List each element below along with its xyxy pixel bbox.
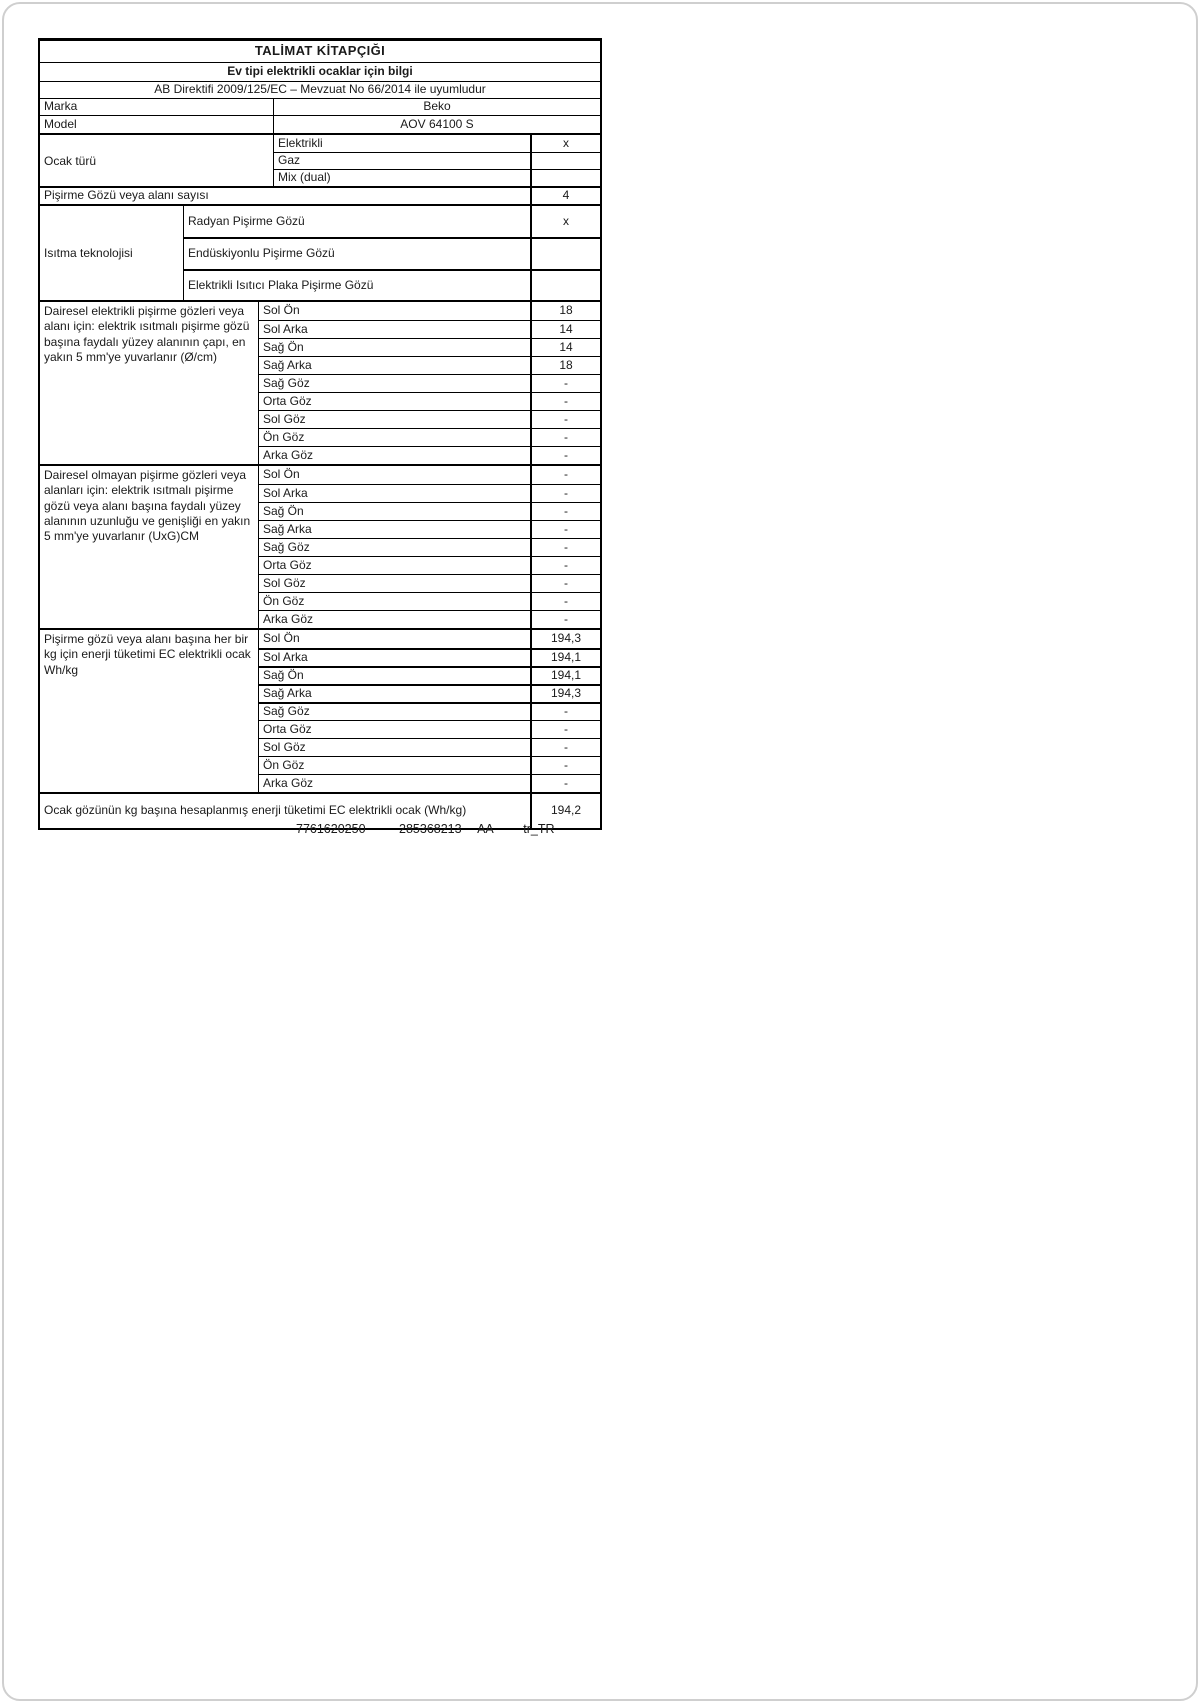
zone-row xyxy=(259,630,600,648)
brand-label: Marka xyxy=(40,99,274,115)
zone-value: - xyxy=(530,775,600,792)
heating-tech-option-label: Elektrikli Isıtıcı Plaka Pişirme Gözü xyxy=(188,277,374,292)
zone-value: - xyxy=(530,447,600,464)
zone-row xyxy=(259,484,600,502)
zone-row xyxy=(259,774,600,792)
zone-label: Arka Göz xyxy=(263,775,314,790)
hob-type-option-label: Elektrikli xyxy=(278,135,323,150)
zone-value: 14 xyxy=(530,339,600,356)
zone-row xyxy=(259,666,600,684)
zone-value: 18 xyxy=(530,357,600,374)
heating-tech-row xyxy=(184,269,600,300)
zone-row xyxy=(259,410,600,428)
zone-value: 14 xyxy=(530,321,600,338)
zone-label: Sağ Arka xyxy=(263,357,312,372)
zone-label: Orta Göz xyxy=(263,557,312,572)
zone-label: Sağ Ön xyxy=(263,503,304,518)
zone-value: - xyxy=(530,739,600,756)
hob-type-row xyxy=(274,135,600,152)
footer-codes xyxy=(296,822,555,836)
zone-label: Sol Göz xyxy=(263,575,306,590)
zone-value: - xyxy=(530,757,600,774)
hob-type-option-mark: x xyxy=(530,135,600,152)
zone-row xyxy=(259,538,600,556)
zone-label: Sağ Arka xyxy=(263,521,312,536)
zone-value: - xyxy=(530,539,600,556)
zone-value: - xyxy=(530,485,600,502)
heating-tech-option-mark xyxy=(530,271,600,300)
hob-type-option-mark xyxy=(530,153,600,169)
zone-value: 18 xyxy=(530,302,600,320)
noncircular-zone-description: Dairesel olmayan pişirme gözleri veya alanları için: elektrik ısıtmalı pişirme gözü veya alanı başına faydalı yüzey alanının uzunluğu ve genişliği en yakın 5 mm'ye yuvarlanır (UxG)CM xyxy=(40,466,259,628)
heating-tech-option-label: Endüskiyonlu Pişirme Gözü xyxy=(188,246,335,261)
group-heating-technology xyxy=(40,204,600,300)
heating-tech-option-mark xyxy=(530,239,600,269)
zone-row xyxy=(259,302,600,320)
zone-value: - xyxy=(530,575,600,592)
zone-label: Sağ Göz xyxy=(263,375,310,390)
zone-row xyxy=(259,610,600,628)
zone-value: 194,3 xyxy=(530,630,600,648)
zone-row xyxy=(259,320,600,338)
zone-value: - xyxy=(530,393,600,410)
zone-label: Sol Arka xyxy=(263,321,308,336)
hob-type-option-label: Mix (dual) xyxy=(278,170,331,185)
footer-document-number: 7761620250 xyxy=(296,822,366,836)
footer-part-number: 285368213 xyxy=(399,822,462,836)
zone-row xyxy=(259,374,600,392)
zone-label: Sağ Ön xyxy=(263,668,304,683)
model-label: Model xyxy=(40,116,274,133)
zone-row xyxy=(259,428,600,446)
zone-row xyxy=(259,574,600,592)
document-subtitle: Ev tipi elektrikli ocaklar için bilgi xyxy=(40,62,600,81)
heating-technology-label: Isıtma teknolojisi xyxy=(40,206,184,300)
zone-count-value: 4 xyxy=(530,188,600,204)
zone-label: Sağ Göz xyxy=(263,704,310,719)
circular-zone-description: Dairesel elektrikli pişirme gözleri veya alanı için: elektrik ısıtmalı pişirme gözü başına faydalı yüzey alanının çapı, en yakın 5 mm'ye yuvarlanır (Ø/cm) xyxy=(40,302,259,464)
hob-type-option-label: Gaz xyxy=(278,153,301,168)
zone-value: - xyxy=(530,375,600,392)
group-hob-type xyxy=(40,133,600,186)
row-brand xyxy=(40,98,600,115)
zone-value: - xyxy=(530,593,600,610)
zone-label: Ön Göz xyxy=(263,757,305,772)
total-energy-label: Ocak gözünün kg başına hesaplanmış enerji tüketimi EC elektrikli ocak (Wh/kg) xyxy=(44,803,467,818)
hob-type-row xyxy=(274,169,600,186)
zone-label: Arka Göz xyxy=(263,611,314,626)
zone-label: Ön Göz xyxy=(263,429,305,444)
zone-value: - xyxy=(530,611,600,628)
zone-row xyxy=(259,520,600,538)
zone-label: Orta Göz xyxy=(263,721,312,736)
zone-row xyxy=(259,648,600,666)
zone-row xyxy=(259,338,600,356)
zone-row xyxy=(259,466,600,484)
zone-row xyxy=(259,684,600,702)
energy-per-zone-description: Pişirme gözü veya alanı başına her bir kg için enerji tüketimi EC elektrikli ocak Wh/kg xyxy=(40,630,259,792)
zone-label: Sağ Ön xyxy=(263,339,304,354)
zone-label: Sol Göz xyxy=(263,739,306,754)
hob-type-row xyxy=(274,152,600,169)
model-value: AOV 64100 S xyxy=(400,116,474,131)
zone-row xyxy=(259,756,600,774)
zone-label: Sağ Göz xyxy=(263,539,310,554)
hob-type-label: Ocak türü xyxy=(40,135,274,186)
zone-row xyxy=(259,592,600,610)
zone-value: - xyxy=(530,466,600,484)
hob-type-option-mark xyxy=(530,170,600,186)
zone-label: Sağ Arka xyxy=(263,686,312,701)
zone-label: Sol Arka xyxy=(263,650,308,665)
zone-row xyxy=(259,356,600,374)
zone-row xyxy=(259,392,600,410)
zone-value: - xyxy=(530,521,600,538)
group-circular-zone-diameter xyxy=(40,300,600,464)
zone-label: Sol Ön xyxy=(263,467,300,482)
document-title: TALİMAT KİTAPÇIĞI xyxy=(254,43,386,59)
zone-value: 194,3 xyxy=(530,686,600,702)
zone-row xyxy=(259,702,600,720)
zone-label: Orta Göz xyxy=(263,393,312,408)
zone-row xyxy=(259,446,600,464)
zone-value: - xyxy=(530,429,600,446)
product-fiche-table xyxy=(38,38,602,830)
footer-revision: AA xyxy=(477,822,494,836)
group-energy-per-zone xyxy=(40,628,600,792)
row-zone-count xyxy=(40,186,600,204)
directive-line: AB Direktifi 2009/125/EC – Mevzuat No 66/2014 ile uyumludur xyxy=(40,81,600,98)
zone-value: - xyxy=(530,557,600,574)
zone-label: Sol Göz xyxy=(263,411,306,426)
zone-label: Sol Ön xyxy=(263,631,300,646)
zone-row xyxy=(259,556,600,574)
row-model xyxy=(40,115,600,133)
zone-label: Sol Ön xyxy=(263,303,300,318)
zone-value: 194,1 xyxy=(530,650,600,666)
brand-value: Beko xyxy=(423,99,451,114)
zone-value: - xyxy=(530,411,600,428)
zone-label: Sol Arka xyxy=(263,485,308,500)
heating-tech-option-mark: x xyxy=(530,206,600,237)
zone-label: Ön Göz xyxy=(263,593,305,608)
zone-count-label: Pişirme Gözü veya alanı sayısı xyxy=(44,188,209,203)
zone-value: - xyxy=(530,503,600,520)
footer-locale: tr_TR xyxy=(523,822,555,836)
zone-value: - xyxy=(530,721,600,738)
zone-row xyxy=(259,720,600,738)
zone-row xyxy=(259,738,600,756)
heating-tech-row xyxy=(184,206,600,237)
zone-value: - xyxy=(530,704,600,720)
total-energy-value: 194,2 xyxy=(530,794,600,828)
zone-row xyxy=(259,502,600,520)
group-noncircular-zone-size xyxy=(40,464,600,628)
heating-tech-option-label: Radyan Pişirme Gözü xyxy=(188,213,305,228)
zone-value: 194,1 xyxy=(530,668,600,684)
heating-tech-row xyxy=(184,237,600,269)
zone-label: Arka Göz xyxy=(263,447,314,462)
